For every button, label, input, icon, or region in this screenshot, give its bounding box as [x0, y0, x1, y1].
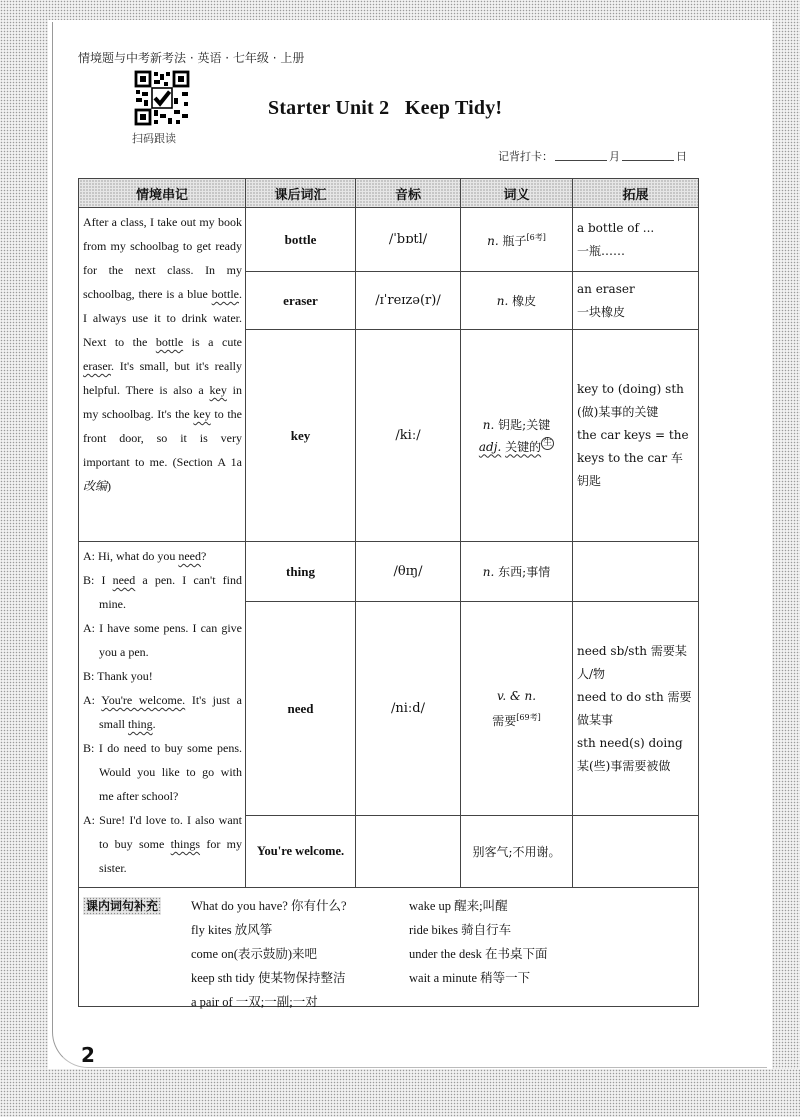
phrase-item: come on(表示鼓励)来吧	[191, 947, 318, 961]
phrase-item: keep sth tidy 使某物保持整洁	[191, 971, 346, 985]
phrase-item: wake up 醒来;叫醒	[409, 899, 508, 913]
qr-caption: 扫码跟读	[132, 132, 176, 145]
keyword-key: key	[209, 383, 227, 397]
table-row	[79, 208, 699, 272]
vocab-table	[78, 178, 699, 1007]
keyword-bottle: bottle	[211, 287, 239, 301]
checkin-day: 日	[676, 150, 687, 163]
word-bottle: bottle	[246, 208, 356, 272]
phonetic-thing: /θɪŋ/	[356, 542, 461, 602]
keyword-need: need	[178, 549, 201, 563]
keyword-need: need	[112, 573, 136, 587]
phonetic-youre-welcome	[356, 816, 461, 888]
meaning-youre-welcome: 别客气;不用谢。	[461, 816, 573, 888]
keyword-eraser: eraser	[83, 359, 111, 373]
extension-need: need sb/sth 需要某人/物 need to do sth 需要做某事 sth need(s) doing 某(些)事需要被做	[573, 602, 699, 816]
source-note: 改编	[83, 479, 108, 493]
meaning-thing: n. 东西;事情	[461, 542, 573, 602]
word-youre-welcome: You're welcome.	[246, 816, 356, 888]
phonetic-eraser: /ɪˈreɪzə(r)/	[356, 272, 461, 330]
month-blank[interactable]	[555, 150, 607, 161]
phrase-item: What do you have? 你有什么?	[191, 899, 347, 913]
extension-key: key to (doing) sth (做)某事的关键 the car keys = the keys to the car 车钥匙	[573, 330, 699, 542]
scene-passage: After a class, I take out my book from my schoolbag to get ready for the next class. In my schoolbag, there is a blue bottle. I always use it to drink water. Next to the bottle is a cute eraser. It's small, but it's really helpful. There is also a key in my schoolbag. It's the key to the front door, so it is very important to me. (Section A 1a 改编)	[79, 208, 246, 542]
table-row	[79, 542, 699, 602]
page-edge-right	[772, 0, 800, 1117]
page-edge-top	[0, 0, 800, 20]
phonetic-key: /kiː/	[356, 330, 461, 542]
phrase-item: wait a minute 稍等一下	[409, 971, 531, 985]
col-header-word: 课后词汇	[246, 179, 356, 208]
checkin-line	[498, 148, 687, 164]
meaning-need: v. & n. 需要[69考]	[461, 602, 573, 816]
page-edge-left	[0, 0, 48, 1117]
page-number: 2	[81, 1043, 95, 1067]
checkin-month: 月	[609, 150, 620, 163]
day-blank[interactable]	[622, 150, 674, 161]
meaning-eraser: n. 橡皮	[461, 272, 573, 330]
col-header-meaning: 词义	[461, 179, 573, 208]
checkin-label: 记背打卡：	[498, 150, 553, 163]
supplement-cell	[79, 888, 699, 1007]
keyword-things: things	[170, 837, 201, 851]
keyword-key: key	[193, 407, 211, 421]
scene-dialogue: A: Hi, what do you need? B: I need a pen. I can't find mine. A: I have some pens. I can give you a pen. B: Thank you! A: You're welcome. It's just a small thing. B: I do need to buy some pens. Would you like to go with me after school? A: Sure! I'd love to. I also want to buy some things for my sister.	[79, 542, 246, 888]
word-need: need	[246, 602, 356, 816]
keyword-thing: thing	[128, 717, 153, 731]
book-title: 情境题与中考新考法 · 英语 · 七年级 · 上册	[78, 51, 305, 65]
extension-bottle: a bottle of ... 一瓶……	[573, 208, 699, 272]
meaning-bottle: n. 瓶子[6考]	[461, 208, 573, 272]
phonetic-bottle: /ˈbɒtl/	[356, 208, 461, 272]
supplement-right-list	[409, 894, 548, 990]
phrase-item: ride bikes 骑自行车	[409, 923, 512, 937]
new-mark-icon: 生	[543, 437, 553, 448]
qr-code-icon[interactable]	[134, 70, 190, 126]
supplement-left-list	[191, 894, 347, 1014]
col-header-scene: 情境串记	[79, 179, 246, 208]
col-header-extension: 拓展	[573, 179, 699, 208]
phrase-item: under the desk 在书桌下面	[409, 947, 548, 961]
page-edge-bottom	[0, 1069, 800, 1117]
table-header-row	[79, 179, 699, 208]
supplement-label: 课内词句补充	[83, 897, 161, 915]
col-header-phonetic: 音标	[356, 179, 461, 208]
meaning-key: n. 钥匙;关键 adj. 关键的 生	[461, 330, 573, 542]
keyword-bottle: bottle	[155, 335, 184, 349]
phonetic-need: /niːd/	[356, 602, 461, 816]
word-eraser: eraser	[246, 272, 356, 330]
supplement-row	[79, 888, 699, 1007]
word-key: key	[246, 330, 356, 542]
extension-thing	[573, 542, 699, 602]
unit-title: Starter Unit 2 Keep Tidy!	[268, 97, 503, 119]
extension-eraser: an eraser 一块橡皮	[573, 272, 699, 330]
phrase-item: a pair of 一双;一副;一对	[191, 995, 318, 1009]
word-thing: thing	[246, 542, 356, 602]
phrase-item: fly kites 放风筝	[191, 923, 273, 937]
keyword-youre-welcome: You're welcome.	[101, 693, 186, 707]
extension-youre-welcome	[573, 816, 699, 888]
